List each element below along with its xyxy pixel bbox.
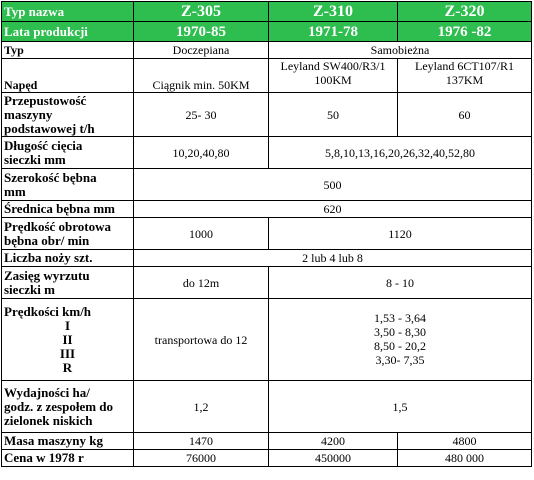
knives-value: 2 lub 4 lub 8 xyxy=(134,250,532,267)
drum-diameter-value: 620 xyxy=(134,201,532,218)
efficiency-z305: 1,2 xyxy=(134,381,269,433)
drum-width-label-line2: mm xyxy=(4,183,26,199)
gear-i: I xyxy=(64,317,71,333)
drive-z320 xyxy=(398,59,532,93)
years-z310: 1971-78 xyxy=(269,22,398,42)
throughput-z320: 60 xyxy=(398,93,532,137)
throw-range-label-line1: Zasięg wyrzutu xyxy=(4,267,90,283)
model-header-row xyxy=(2,2,532,22)
knives-row xyxy=(2,250,532,267)
cut-length-z305: 10,20,40,80 xyxy=(134,137,269,169)
throw-range-other: 8 - 10 xyxy=(269,267,532,299)
drive-row xyxy=(2,59,532,93)
throughput-row xyxy=(2,93,532,137)
model-header-label: Typ nazwa xyxy=(2,2,134,22)
cut-length-label-line1: Długość cięcia xyxy=(4,137,83,153)
drive-z310 xyxy=(269,59,398,93)
drive-z310-engine: Leyland SW400/R3/1 xyxy=(280,59,386,73)
price-z310: 450000 xyxy=(269,450,398,467)
throw-range-z305: do 12m xyxy=(134,267,269,299)
drum-speed-label-line1: Prędkość obrotowa xyxy=(4,218,112,234)
drum-speed-row xyxy=(2,218,532,250)
cut-length-label-line2: sieczki mm xyxy=(4,151,66,167)
drum-width-value: 500 xyxy=(134,169,532,201)
model-z305: Z-305 xyxy=(134,2,269,22)
speed-gear-r: 3,30- 7,35 xyxy=(375,353,425,367)
efficiency-label-line3: zielonek niskich xyxy=(4,412,93,428)
gear-r: R xyxy=(62,359,73,375)
drum-speed-label xyxy=(2,218,134,250)
speed-gear-ii: 3,50 - 8,30 xyxy=(374,325,426,339)
model-z310: Z-310 xyxy=(269,2,398,22)
mass-z320: 4800 xyxy=(398,433,532,450)
throw-range-label-line2: sieczki m xyxy=(4,281,55,297)
speed-gear-iii: 8,50 - 20,2 xyxy=(374,339,426,353)
years-z320: 1976 -82 xyxy=(398,22,532,42)
speeds-label-title: Prędkości km/h xyxy=(4,303,92,319)
knives-label: Liczba noży szt. xyxy=(2,250,134,267)
drive-z320-engine: Leyland 6CT107/R1 xyxy=(415,59,514,73)
efficiency-label-line1: Wydajności ha/ xyxy=(4,384,90,400)
drum-speed-z305: 1000 xyxy=(134,218,269,250)
throughput-label-line1: Przepustowość xyxy=(4,92,87,108)
price-label: Cena w 1978 r xyxy=(2,450,134,467)
drum-width-label xyxy=(2,169,134,201)
model-z320: Z-320 xyxy=(398,2,532,22)
cut-length-label xyxy=(2,137,134,169)
type-z305: Doczepiana xyxy=(134,42,269,59)
speeds-z305: transportowa do 12 xyxy=(134,299,269,381)
price-z305: 76000 xyxy=(134,450,269,467)
cut-length-other: 5,8,10,13,16,20,26,32,40,52,80 xyxy=(269,137,532,169)
speed-gear-i: 1,53 - 3,64 xyxy=(374,311,426,325)
efficiency-other: 1,5 xyxy=(269,381,532,433)
drive-label: Napęd xyxy=(2,59,134,93)
price-z320: 480 000 xyxy=(398,450,532,467)
gear-iii: III xyxy=(59,345,76,361)
mass-label: Masa maszyny kg xyxy=(2,433,134,450)
efficiency-label-line2: godz. z zespołem do xyxy=(4,398,114,414)
price-row xyxy=(2,450,532,467)
drive-z320-power: 137KM xyxy=(445,73,484,87)
throughput-z310: 50 xyxy=(269,93,398,137)
throughput-label-line3: podstawowej t/h xyxy=(4,120,95,136)
mass-row xyxy=(2,433,532,450)
throughput-label xyxy=(2,93,134,137)
drive-z305: Ciągnik min. 50KM xyxy=(134,59,269,93)
drum-speed-other: 1120 xyxy=(269,218,532,250)
efficiency-row xyxy=(2,381,532,433)
drum-speed-label-line2: bębna obr/ min xyxy=(4,232,90,248)
type-row xyxy=(2,42,532,59)
spec-table xyxy=(1,1,532,467)
throughput-z305: 25- 30 xyxy=(134,93,269,137)
speeds-row xyxy=(2,299,532,381)
type-self-propelled: Samobieżna xyxy=(269,42,532,59)
throughput-label-line2: maszyny xyxy=(4,106,53,122)
gear-ii: II xyxy=(62,331,73,347)
years-row xyxy=(2,22,532,42)
speeds-label xyxy=(2,299,134,381)
mass-z305: 1470 xyxy=(134,433,269,450)
drum-width-row xyxy=(2,169,532,201)
drum-diameter-row xyxy=(2,201,532,218)
drive-z310-power: 100KM xyxy=(314,73,352,87)
drum-diameter-label: Średnica bębna mm xyxy=(2,201,134,218)
throw-range-label xyxy=(2,267,134,299)
years-label: Lata produkcji xyxy=(2,22,134,42)
mass-z310: 4200 xyxy=(269,433,398,450)
efficiency-label xyxy=(2,381,134,433)
drum-width-label-line1: Szerokość bębna xyxy=(4,169,97,185)
throw-range-row xyxy=(2,267,532,299)
years-z305: 1970-85 xyxy=(134,22,269,42)
speeds-other xyxy=(269,299,532,381)
type-label: Typ xyxy=(2,42,134,59)
cut-length-row xyxy=(2,137,532,169)
